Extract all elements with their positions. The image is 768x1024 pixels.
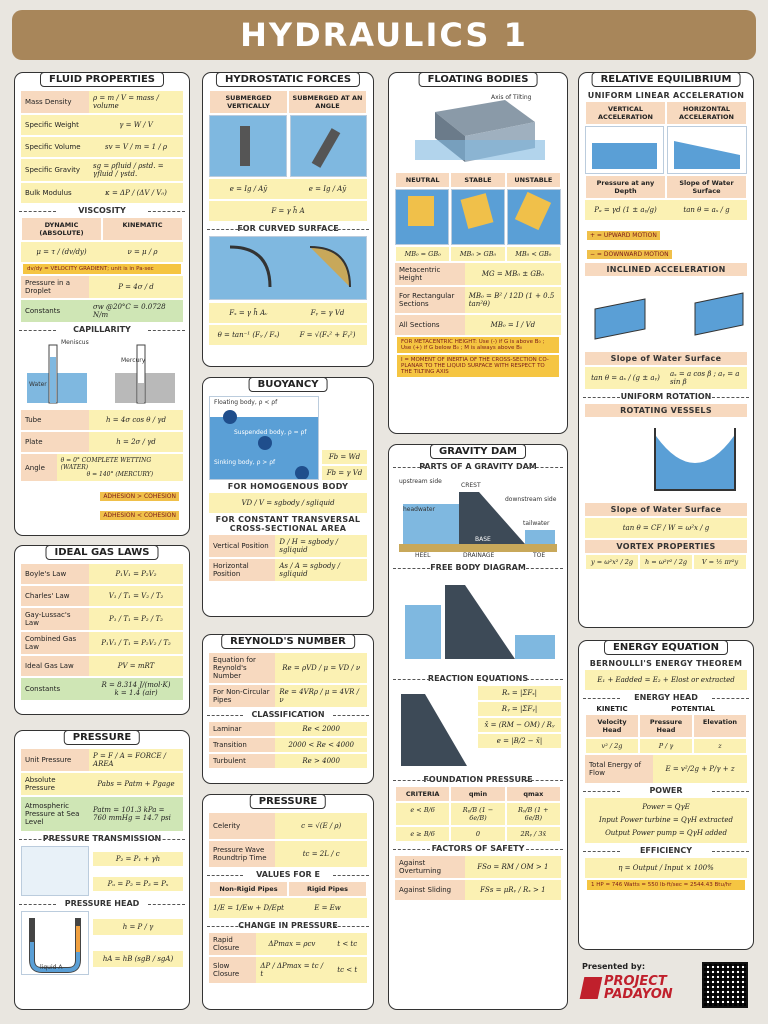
potential-label: POTENTIAL [671, 705, 715, 713]
floating-bodies-title: FLOATING BODIES [419, 72, 538, 87]
energy-head-values: v² / 2g P / γ z [585, 739, 747, 753]
total-energy-row: Total Energy of Flow E = v²/2g + P/γ + z [585, 755, 747, 783]
metacentric-note: FOR METACENTRIC HEIGHT: Use (-) if G is above B₀ ; Use (+) if G below B₀ ; M is always above B₀ [397, 337, 559, 353]
relative-equilibrium-panel [578, 72, 754, 628]
rapid-closure-row: Rapid Closure ΔPmax = ρcv t < tc [209, 933, 367, 955]
atmospheric-pressure-row: Atmospheric Pressure at Sea Level Patm = 101.3 kPa = 760 mmHg = 14.7 psi [21, 797, 183, 831]
curved-surface-heading: FOR CURVED SURFACE [207, 224, 369, 233]
horizontal-acceleration-figure [667, 126, 747, 174]
uniform-row-values: Pₐ = γd (1 ± aᵧ/g) tan θ = aₓ / g [585, 200, 747, 220]
energy-equation-panel [578, 640, 754, 950]
ideal-gas-panel [14, 545, 190, 715]
energy-equation-title: ENERGY EQUATION [604, 640, 728, 655]
hydrostatic-title: HYDROSTATIC FORCES [216, 72, 360, 87]
reynolds-equation-row: Equation for Reynold's Number Re = ρVD / μ = VD / ν [209, 653, 367, 683]
uniform-row-heads: Pressure at any Depth Slope of Water Surface [585, 176, 747, 198]
all-sections-row: All Sections MB₀ = I / Vd [395, 315, 561, 335]
floating-body-label: Floating body, ρ < ρf [214, 399, 278, 406]
angle-row: Angle θ = 0° COMPLETE WETTING (WATER) θ = 140° (MERCURY) [21, 454, 183, 481]
kinetic-label: KINETIC [596, 705, 628, 713]
vertical-position-row: Vertical Position D / H = sgbody / sgliquid [209, 535, 367, 557]
rotating-vessels-heading: ROTATING VESSELS [585, 404, 747, 417]
gravity-dam-title: GRAVITY DAM [430, 444, 526, 459]
pressure-left-panel [14, 730, 190, 1010]
non-circular-row: For Non-Circular Pipes Re = 4VRρ / μ = 4VR / ν [209, 685, 367, 707]
acceleration-heads: VERTICAL ACCELERATION HORIZONTAL ACCELERATION [585, 102, 747, 124]
hydrostatic-force-row: F = γ h̄ A [209, 201, 367, 221]
vortex-heading: VORTEX PROPERTIES [585, 540, 747, 553]
capillarity-figure [21, 337, 183, 407]
reaction-diagram [395, 686, 473, 770]
submerged-angle-figure [290, 115, 368, 177]
pressure-head-figure [21, 911, 89, 975]
axis-tilting-label: Axis of Tilting [491, 94, 532, 101]
angle-mercury: θ = 140° (MERCURY) [86, 471, 154, 478]
buoyancy-title: BUOYANCY [249, 377, 328, 392]
overturning-row: Against Overturning FSo = RM / OM > 1 [395, 856, 561, 878]
horsepower-conversion: 1 HP = 746 Watts = 550 lb·ft/sec = 2544.43 Btu/hr [587, 880, 745, 890]
horizontal-position-row: Horizontal Position As / A = sgbody / sgliquid [209, 559, 367, 581]
specific-volume-row: Specific Volume sv = V / m = 1 / ρ [21, 137, 183, 157]
floating-bodies-panel [388, 72, 568, 434]
boyle-row: Boyle's Law P₁V₁ = P₂V₂ [21, 564, 183, 584]
buoyancy-figure [209, 396, 319, 480]
angle-complete-wetting: θ = 0° COMPLETE WETTING (WATER) [60, 457, 152, 471]
curved-row-2: θ = tan⁻¹ (Fᵧ / Fₓ) F = √(Fₓ² + Fᵧ²) [209, 325, 367, 345]
transmission-formula-1: P₂ = P₁ + γh [93, 852, 183, 866]
transmission-formula-2: Pᵤ = P₂ = P₃ = Pₓ [93, 877, 183, 891]
capillarity-diagram [21, 337, 183, 407]
tilting-block-diagram [395, 92, 561, 168]
ideal-gas-title: IDEAL GAS LAWS [46, 545, 159, 560]
inertia-note: I = MOMENT OF INERTIA OF THE CROSS-SECTION CO-PLANAR TO THE LIQUID SURFACE WITH RESPECT TO THE TILTING AXIS [397, 355, 559, 377]
input-power-formula: Input Power turbine = QγH extracted [598, 816, 734, 824]
reaction-xbar: x̄ = (RM − OM) / Rᵧ [478, 718, 561, 732]
dam-part-heel: HEEL [415, 552, 431, 559]
energy-head-heading: ENERGY HEAD [583, 693, 749, 702]
dam-parts-figure [395, 474, 561, 560]
fbd-figure [395, 575, 561, 671]
brand-line-2: PADAYON [604, 987, 673, 1002]
pressure-head-heading: PRESSURE HEAD [19, 899, 185, 908]
buoyancy-diagram [210, 397, 318, 479]
ideal-gas-row: Ideal Gas Law PV = mRT [21, 656, 183, 676]
fluid-properties-title: FLUID PROPERTIES [40, 72, 164, 87]
change-pressure-heading: CHANGE IN PRESSURE [207, 921, 369, 930]
rotating-slope-row: tan θ = CF / W = ω²x / g [585, 518, 747, 538]
power-heading: POWER [583, 786, 749, 795]
gas-constant-k: k = 1.4 (air) [114, 689, 158, 697]
turbulent-row: Turbulent Re > 4000 [209, 754, 367, 768]
rotating-figure [585, 420, 747, 500]
wave-time-row: Pressure Wave Roundtrip Time tc = 2L / c [209, 841, 367, 867]
foundation-heading: FOUNDATION PRESSURE [393, 775, 563, 784]
specific-gravity-row: Specific Gravity sg = ρfluid / ρstd. = γfluid / γstd. [21, 159, 183, 181]
brand-line-1: PROJECT [604, 974, 667, 989]
stable-figure [451, 189, 505, 245]
values-e-heads: Non-Rigid Pipes Rigid Pipes [209, 882, 367, 896]
celerity-row: Celerity c = √(E / ρ) [209, 813, 367, 839]
fbd-diagram [395, 575, 561, 669]
constants-row: Constants σw @20°C = 0.0728 N/m [21, 300, 183, 322]
reynolds-panel [202, 634, 374, 784]
gravity-dam-panel [388, 444, 568, 1010]
uniform-rotation-heading: UNIFORM ROTATION [583, 392, 749, 401]
vortex-row: y = ω²x² / 2g h = ω²r² / 2g V = ½ πr²y [585, 555, 747, 569]
gas-constants-row: Constants R = 8.314 J/(mol·K) k = 1.4 (air) [21, 678, 183, 700]
classification-heading: CLASSIFICATION [207, 710, 369, 719]
reaction-heading: REACTION EQUATIONS [393, 674, 563, 683]
buoyant-force-2: Fb = γ Vd [322, 466, 367, 480]
foundation-row-2: e ≥ B/6 0 2Rᵧ / 3x̄ [395, 827, 561, 841]
curved-surface-diagram [210, 237, 368, 299]
homogenous-row: VD / V = sgbody / sgliquid [209, 493, 367, 513]
mass-density-row: Mass Density ρ = m / V = mass / volume [21, 91, 183, 113]
inclined-figure [585, 279, 747, 349]
viscosity-heads: DYNAMIC (ABSOLUTE) KINEMATIC [21, 218, 183, 240]
values-e-heading: VALUES FOR E [207, 870, 369, 879]
pressure-mid-panel [202, 794, 374, 1010]
slope-inclined-row: tan θ = aₓ / (g ± aᵧ) aₓ = a cos β ; aᵧ = a sin β [585, 367, 747, 389]
gas-constant-r: R = 8.314 J/(mol·K) [101, 681, 171, 689]
dam-part-base: BASE [475, 536, 491, 543]
bulk-modulus-row: Bulk Modulus κ = ΔP / (ΔV / V₀) [21, 183, 183, 203]
slope-inclined-heading: Slope of Water Surface [585, 352, 747, 365]
sinking-body-label: Sinking body, ρ > ρf [214, 459, 276, 466]
title-banner [12, 10, 756, 60]
viscosity-formulas: μ = τ / (dv/dy) ν = μ / ρ [21, 242, 183, 262]
energy-head-heads: Velocity Head Pressure Head Elevation [585, 715, 747, 737]
adhesion-less-tag: ADHESION < COHESION [100, 511, 179, 520]
reaction-figure [395, 686, 475, 772]
hydrostatic-heads: SUBMERGED VERTICALLY SUBMERGED AT AN ANGLE [209, 91, 367, 113]
pressure-mid-title: PRESSURE [250, 794, 326, 809]
page-title: HYDRAULICS 1 [240, 16, 528, 54]
brand-logo-icon [580, 977, 603, 999]
sliding-row: Against Sliding FSs = μRᵧ / Rₓ > 1 [395, 880, 561, 900]
rotating-diagram [585, 420, 747, 498]
power-formula: Power = QγE [642, 803, 690, 811]
eccentricity-row: e = Ig / Aȳ e = Ig / Aȳ [209, 179, 367, 199]
reynolds-title: REYNOLD'S NUMBER [221, 634, 355, 649]
adhesion-greater-tag: ADHESION > COHESION [100, 492, 179, 501]
neutral-figure [395, 189, 449, 245]
laminar-row: Laminar Re < 2000 [209, 722, 367, 736]
homogenous-heading: FOR HOMOGENOUS BODY [227, 482, 349, 491]
curved-row-1: Fₓ = γ h̄ Aᵥ Fᵧ = γ Vd [209, 303, 367, 323]
tilting-figure [395, 92, 561, 170]
buoyant-force-1: Fb = Wd [322, 450, 367, 464]
gay-lussac-row: Gay-Lussac's Law P₁ / T₁ = P₂ / T₂ [21, 608, 183, 630]
safety-heading: FACTORS OF SAFETY [393, 844, 563, 853]
qr-code-icon[interactable] [702, 962, 748, 1008]
linear-acceleration-heading: UNIFORM LINEAR ACCELERATION [587, 91, 745, 100]
plate-row: Plate h = 2σ / γd [21, 432, 183, 452]
foundation-heads: CRITERIA qmin qmax [395, 787, 561, 801]
dam-part-tailwater: tailwater [523, 520, 550, 527]
foundation-row-1: e < B/6 Rᵧ/B (1 − 6e/B) Rᵧ/B (1 + 6e/B) [395, 803, 561, 825]
dam-part-upstream: upstream side [399, 478, 442, 485]
charles-row: Charles' Law V₁ / T₁ = V₂ / T₂ [21, 586, 183, 606]
liquid-a-label: liquid A [40, 964, 63, 971]
downward-motion-tag: − = DOWNWARD MOTION [587, 250, 672, 259]
constant-area-heading: FOR CONSTANT TRANSVERSAL CROSS-SECTIONAL AREA [215, 515, 361, 533]
reaction-ry: Rᵧ = |ΣFᵧ| [478, 702, 561, 716]
curved-surface-figure [209, 236, 367, 300]
parts-dam-heading: PARTS OF A GRAVITY DAM [393, 462, 563, 471]
unstable-figure [507, 189, 561, 245]
reaction-rx: Rₓ = |ΣFₓ| [478, 686, 561, 700]
footer-brand [582, 962, 692, 1010]
stability-states: NEUTRAL STABLE UNSTABLE [395, 173, 561, 187]
relative-equilibrium-title: RELATIVE EQUILIBRIUM [592, 72, 741, 87]
buoyancy-panel [202, 377, 374, 617]
inclined-heading: INCLINED ACCELERATION [585, 263, 747, 276]
stability-conditions: MB₀ = GB₀ MB₀ > GB₀ MB₀ < GB₀ [395, 247, 561, 261]
dam-part-downstream: downstream side [505, 496, 557, 503]
dam-part-headwater: headwater [403, 506, 436, 513]
capillarity-heading: CAPILLARITY [19, 325, 185, 334]
water-label: Water [29, 381, 47, 388]
hydrostatic-panel [202, 72, 374, 367]
unit-pressure-row: Unit Pressure P = F / A = FORCE / AREA [21, 749, 183, 771]
submerged-vertical-figure [209, 115, 287, 177]
dam-part-drainage: DRAINAGE [463, 552, 495, 559]
output-power-formula: Output Power pump = QγH added [605, 829, 727, 837]
vertical-acceleration-figure [585, 126, 664, 174]
transition-row: Transition 2000 < Re < 4000 [209, 738, 367, 752]
upward-motion-tag: + = UPWARD MOTION [587, 231, 660, 240]
suspended-body-label: Suspended body, ρ = ρf [234, 429, 307, 436]
pressure-head-formula-1: h = P / γ [93, 919, 183, 935]
efficiency-row: η = Output / Input × 100% [585, 858, 747, 878]
droplet-row: Pressure in a Droplet P = 4σ / d [21, 276, 183, 298]
fluid-properties-panel [14, 72, 190, 536]
fbd-heading: FREE BODY DIAGRAM [393, 563, 563, 572]
dam-part-crest: CREST [461, 482, 481, 489]
absolute-pressure-row: Absolute Pressure Pabs = Patm + Pgage [21, 773, 183, 795]
specific-weight-row: Specific Weight γ = W / V [21, 115, 183, 135]
pressure-left-title: PRESSURE [64, 730, 140, 745]
transmission-heading: PRESSURE TRANSMISSION [19, 834, 185, 843]
presented-by: Presented by: [582, 962, 646, 971]
bernoulli-row: E₁ + Eadded = E₂ + Elost or extracted [585, 670, 747, 690]
inclined-diagram [585, 279, 747, 347]
viscosity-note: dv/dy = VELOCITY GRADIENT; unit is in Pa·sec [23, 264, 181, 274]
rotating-slope-heading: Slope of Water Surface [585, 503, 747, 516]
tube-row: Tube h = 4σ cos θ / γd [21, 410, 183, 430]
dam-part-toe: TOE [533, 552, 546, 559]
slow-closure-row: Slow Closure ΔP / ΔPmax = tc / t tc < t [209, 957, 367, 983]
meniscus-label: Meniscus [61, 339, 89, 346]
metacentric-row: Metacentric Height MG = MB₀ ± GB₀ [395, 263, 561, 285]
tilted-water-diagram [668, 127, 746, 173]
efficiency-heading: EFFICIENCY [583, 846, 749, 855]
transmission-figure [21, 846, 89, 896]
pressure-head-formula-2: hA = hB (sgB / sgA) [93, 951, 183, 967]
bernoulli-heading: BERNOULLI'S ENERGY THEOREM [589, 659, 743, 668]
rectangular-row: For Rectangular Sections MB₀ = B² / 12D (1 + 0.5 tan²θ) [395, 287, 561, 313]
reaction-e: e = |B/2 − x̄| [478, 734, 561, 748]
combined-gas-row: Combined Gas Law P₁V₁ / T₁ = P₂V₂ / T₂ [21, 632, 183, 654]
viscosity-heading: VISCOSITY [19, 206, 185, 215]
mercury-label: Mercury [121, 357, 146, 364]
values-e-row: 1/E = 1/Ew + D/Ept E = Ew [209, 898, 367, 918]
